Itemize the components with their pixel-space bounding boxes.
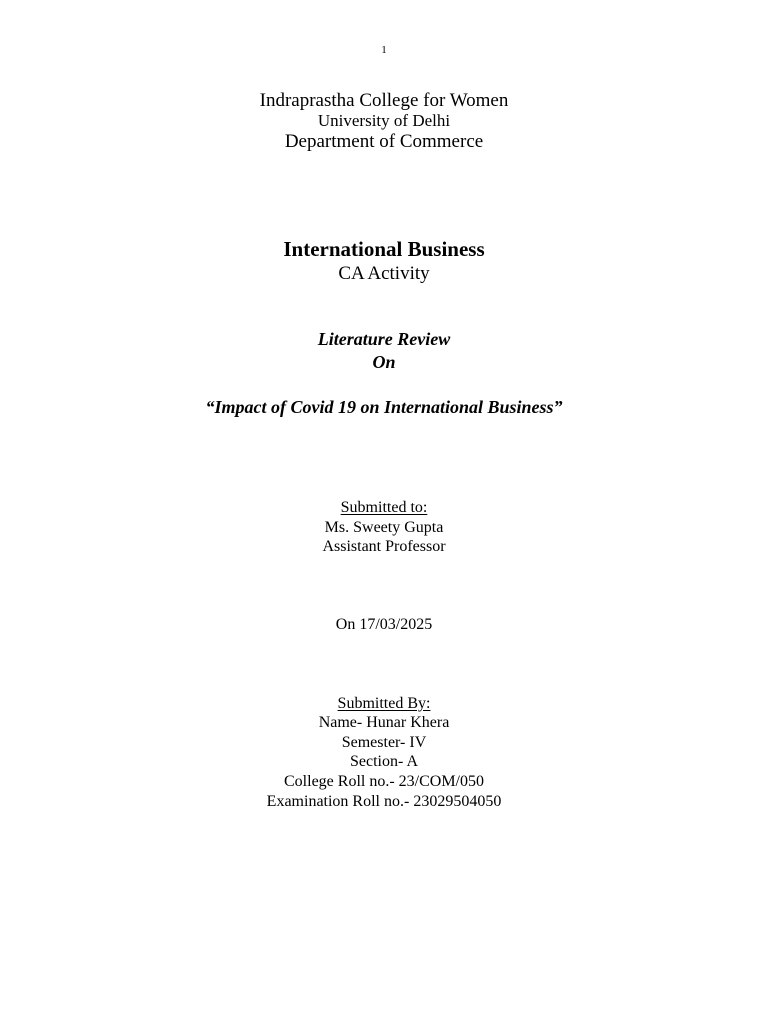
student-name: Name- Hunar Khera	[318, 714, 450, 731]
submitted-by-heading: Submitted By:	[337, 695, 431, 712]
review-heading: Literature Review	[317, 329, 451, 349]
review-topic: “Impact of Covid 19 on International Business”	[205, 397, 563, 417]
examination-roll-number: Examination Roll no.- 23029504050	[266, 793, 502, 810]
submitted-to-heading: Submitted to:	[340, 499, 428, 516]
college-roll-number: College Roll no.- 23/COM/050	[284, 773, 484, 790]
activity-label: CA Activity	[338, 263, 430, 284]
university-name: University of Delhi	[317, 111, 451, 130]
page-number: 1	[381, 44, 387, 56]
professor-designation: Assistant Professor	[322, 538, 446, 555]
department-name: Department of Commerce	[284, 131, 484, 152]
student-section: Section- A	[350, 753, 418, 770]
submission-date: On 17/03/2025	[335, 616, 433, 633]
college-name: Indraprastha College for Women	[259, 90, 509, 111]
professor-name: Ms. Sweety Gupta	[324, 519, 444, 536]
student-semester: Semester- IV	[341, 734, 427, 751]
course-title: International Business	[283, 237, 485, 261]
review-on: On	[372, 352, 396, 372]
